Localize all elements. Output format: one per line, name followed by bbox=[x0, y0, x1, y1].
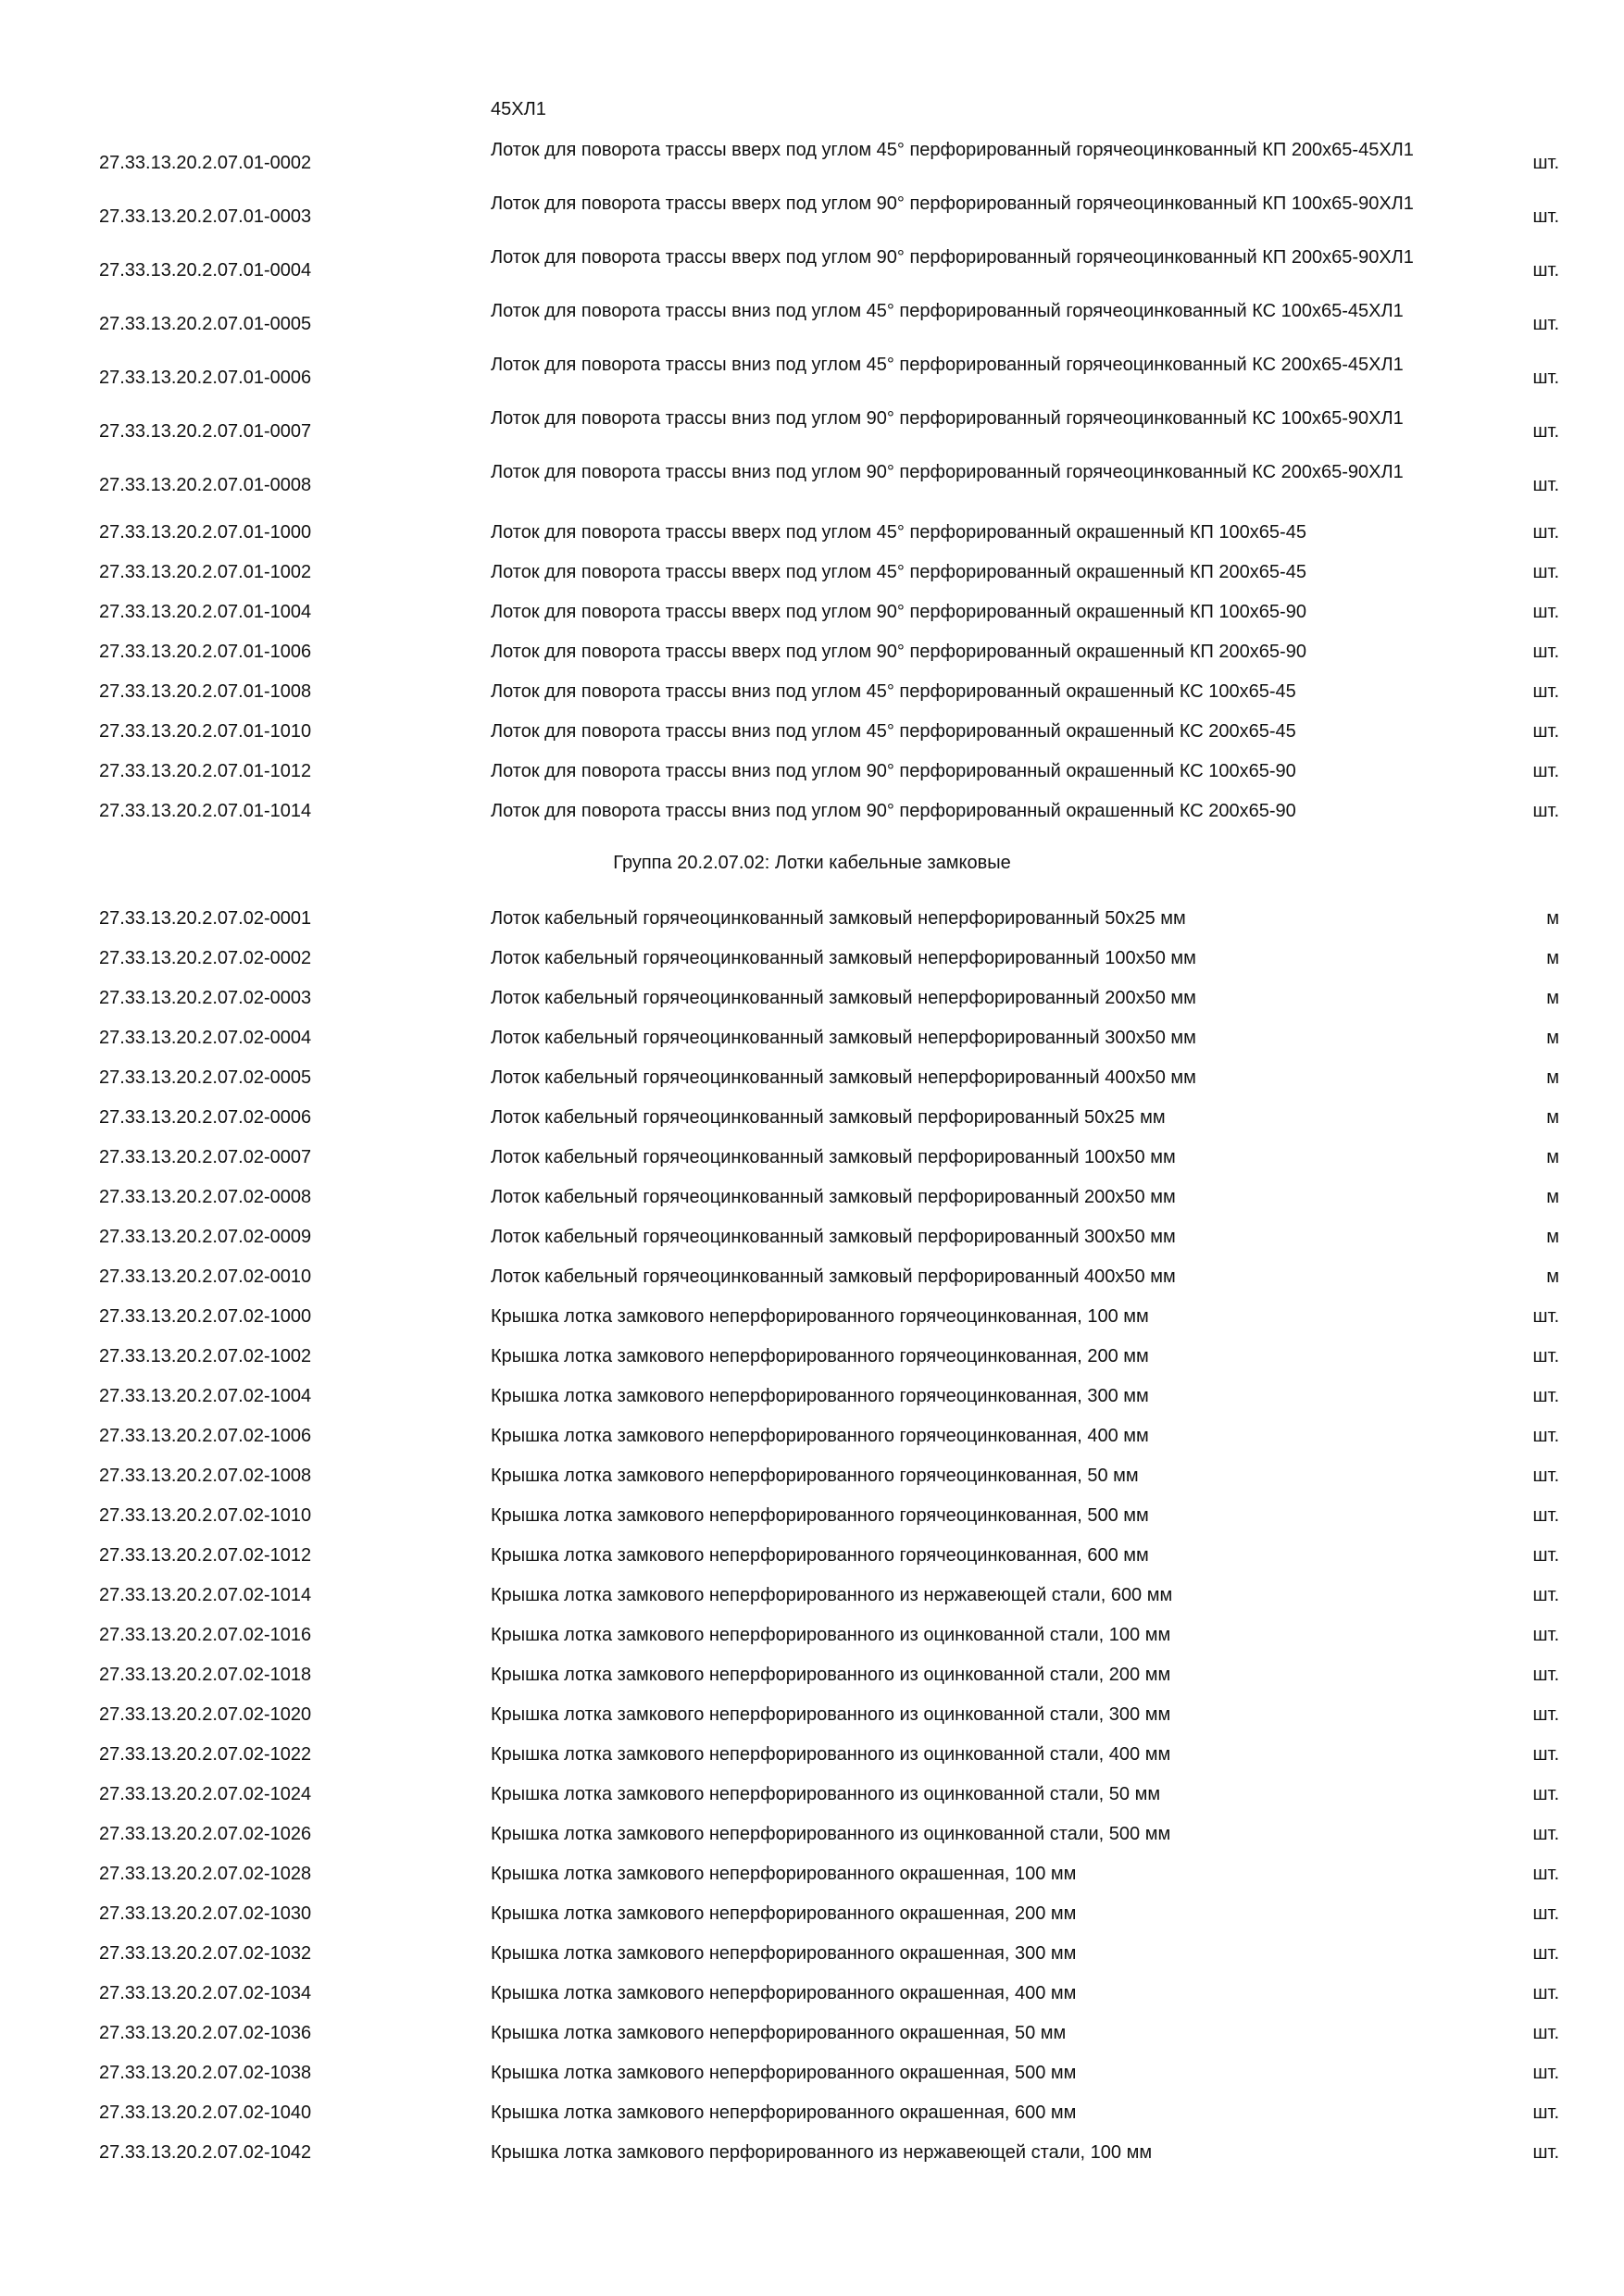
row-code: 27.33.13.20.2.07.02-1038 bbox=[99, 2063, 312, 2083]
row-unit: шт. bbox=[1532, 2063, 1559, 2083]
row-name: Лоток для поворота трассы вверх под углом 90° перфорированный окрашенный КП 100х65-90 bbox=[491, 602, 1306, 622]
row-unit: м bbox=[1546, 948, 1559, 968]
row-code: 27.33.13.20.2.07.01-0007 bbox=[99, 421, 312, 442]
row-name: Крышка лотка замкового неперфорированного окрашенная, 600 мм bbox=[491, 2103, 1077, 2123]
row-unit: шт. bbox=[1532, 1864, 1559, 1884]
row-name: Крышка лотка замкового неперфорированного горячеоцинкованная, 100 мм bbox=[491, 1306, 1149, 1327]
row-unit: шт. bbox=[1532, 642, 1559, 662]
row-name: Лоток кабельный горячеоцинкованный замковый перфорированный 300х50 мм bbox=[491, 1227, 1176, 1247]
row-name: Лоток кабельный горячеоцинкованный замковый неперфорированный 300х50 мм bbox=[491, 1028, 1196, 1048]
row-code: 27.33.13.20.2.07.01-1010 bbox=[99, 721, 312, 742]
row-code: 27.33.13.20.2.07.02-0009 bbox=[99, 1227, 312, 1247]
row-name: Лоток кабельный горячеоцинкованный замковый неперфорированный 50х25 мм bbox=[491, 908, 1186, 929]
row-unit: шт. bbox=[1532, 522, 1559, 543]
row-code: 27.33.13.20.2.07.02-1006 bbox=[99, 1426, 312, 1446]
row-code: 27.33.13.20.2.07.02-1024 bbox=[99, 1784, 312, 1804]
row-code: 27.33.13.20.2.07.01-1012 bbox=[99, 761, 312, 781]
row-code: 27.33.13.20.2.07.02-1032 bbox=[99, 1943, 312, 1964]
row-unit: шт. bbox=[1532, 314, 1559, 334]
row-name: Крышка лотка замкового неперфорированного из оцинкованной стали, 200 мм bbox=[491, 1665, 1171, 1685]
row-code: 27.33.13.20.2.07.02-1020 bbox=[99, 1704, 312, 1725]
row-code: 27.33.13.20.2.07.01-1008 bbox=[99, 681, 312, 702]
row-name: Лоток для поворота трассы вниз под углом 90° перфорированный окрашенный КС 100х65-90 bbox=[491, 761, 1296, 781]
row-unit: шт. bbox=[1532, 1943, 1559, 1964]
row-name: Лоток кабельный горячеоцинкованный замковый неперфорированный 100х50 мм bbox=[491, 948, 1196, 968]
row-code: 27.33.13.20.2.07.02-1012 bbox=[99, 1545, 312, 1566]
row-name: Лоток для поворота трассы вверх под углом 45° перфорированный окрашенный КП 200х65-45 bbox=[491, 562, 1306, 582]
row-unit: м bbox=[1546, 1028, 1559, 1048]
row-name: Крышка лотка замкового неперфорированного окрашенная, 400 мм bbox=[491, 1983, 1077, 2003]
row-unit: шт. bbox=[1532, 2023, 1559, 2043]
row-name: Крышка лотка замкового неперфорированного горячеоцинкованная, 300 мм bbox=[491, 1386, 1149, 1406]
row-unit: шт. bbox=[1532, 1585, 1559, 1605]
row-name: Лоток для поворота трассы вниз под углом 90° перфорированный горячеоцинкованный КС 100х65-90ХЛ1 bbox=[491, 408, 1404, 429]
row-code: 27.33.13.20.2.07.02-1042 bbox=[99, 2142, 312, 2163]
row-unit: шт. bbox=[1532, 1386, 1559, 1406]
row-name: Лоток для поворота трассы вверх под углом 90° перфорированный горячеоцинкованный КП 200х65-90ХЛ1 bbox=[491, 247, 1414, 268]
row-unit: шт. bbox=[1532, 721, 1559, 742]
table-row bbox=[0, 406, 1624, 459]
row-code: 27.33.13.20.2.07.02-1016 bbox=[99, 1625, 312, 1645]
row-unit: шт. bbox=[1532, 260, 1559, 281]
row-unit: м bbox=[1546, 1227, 1559, 1247]
row-unit: шт. bbox=[1532, 475, 1559, 495]
row-unit: шт. bbox=[1532, 206, 1559, 227]
row-code: 27.33.13.20.2.07.02-1022 bbox=[99, 1744, 312, 1765]
row-code: 27.33.13.20.2.07.02-1040 bbox=[99, 2103, 312, 2123]
row-name: Крышка лотка замкового неперфорированного горячеоцинкованная, 600 мм bbox=[491, 1545, 1149, 1566]
row-unit: м bbox=[1546, 988, 1559, 1008]
row-code: 27.33.13.20.2.07.02-0007 bbox=[99, 1147, 312, 1167]
row-name: Крышка лотка замкового неперфорированного окрашенная, 300 мм bbox=[491, 1943, 1077, 1964]
row-code: 27.33.13.20.2.07.02-1002 bbox=[99, 1346, 312, 1366]
row-unit: шт. bbox=[1532, 1466, 1559, 1486]
row-unit: шт. bbox=[1532, 1704, 1559, 1725]
row-code: 27.33.13.20.2.07.02-1004 bbox=[99, 1386, 312, 1406]
row-unit: шт. bbox=[1532, 1784, 1559, 1804]
row-name: Крышка лотка замкового неперфорированного из оцинкованной стали, 100 мм bbox=[491, 1625, 1171, 1645]
row-unit: шт. bbox=[1532, 2142, 1559, 2163]
row-name: Лоток для поворота трассы вверх под углом 45° перфорированный горячеоцинкованный КП 200х65-45ХЛ1 bbox=[491, 140, 1414, 160]
row-name: Крышка лотка замкового неперфорированного горячеоцинкованная, 50 мм bbox=[491, 1466, 1139, 1486]
row-unit: шт. bbox=[1532, 681, 1559, 702]
row-code: 27.33.13.20.2.07.02-1026 bbox=[99, 1824, 312, 1844]
row-code: 27.33.13.20.2.07.02-0004 bbox=[99, 1028, 312, 1048]
row-code: 27.33.13.20.2.07.01-0005 bbox=[99, 314, 312, 334]
row-name: Крышка лотка замкового неперфорированного из оцинкованной стали, 500 мм bbox=[491, 1824, 1171, 1844]
row-name: Лоток для поворота трассы вниз под углом 90° перфорированный окрашенный КС 200х65-90 bbox=[491, 801, 1296, 821]
row-code: 27.33.13.20.2.07.01-1014 bbox=[99, 801, 312, 821]
row-unit: м bbox=[1546, 1267, 1559, 1287]
row-name: Крышка лотка замкового неперфорированного горячеоцинкованная, 400 мм bbox=[491, 1426, 1149, 1446]
row-unit: м bbox=[1546, 1187, 1559, 1207]
row-code: 27.33.13.20.2.07.02-1034 bbox=[99, 1983, 312, 2003]
row-name: Крышка лотка замкового неперфорированного горячеоцинкованная, 200 мм bbox=[491, 1346, 1149, 1366]
row-unit: шт. bbox=[1532, 1983, 1559, 2003]
row-name: Лоток кабельный горячеоцинкованный замковый неперфорированный 200х50 мм bbox=[491, 988, 1196, 1008]
row-name: Крышка лотка замкового перфорированного из нержавеющей стали, 100 мм bbox=[491, 2142, 1153, 2163]
row-unit: шт. bbox=[1532, 153, 1559, 173]
table-row bbox=[0, 298, 1624, 352]
row-code: 27.33.13.20.2.07.02-1036 bbox=[99, 2023, 312, 2043]
row-unit: м bbox=[1546, 1107, 1559, 1128]
row-unit: м bbox=[1546, 1067, 1559, 1088]
row-unit: шт. bbox=[1532, 368, 1559, 388]
row-code: 27.33.13.20.2.07.01-1006 bbox=[99, 642, 312, 662]
row-code: 27.33.13.20.2.07.01-1002 bbox=[99, 562, 312, 582]
row-code: 27.33.13.20.2.07.01-0004 bbox=[99, 260, 312, 281]
row-name: Лоток кабельный горячеоцинкованный замковый перфорированный 200х50 мм bbox=[491, 1187, 1176, 1207]
row-code: 27.33.13.20.2.07.02-1000 bbox=[99, 1306, 312, 1327]
row-unit: шт. bbox=[1532, 562, 1559, 582]
row-name: Крышка лотка замкового неперфорированного из нержавеющей стали, 600 мм bbox=[491, 1585, 1173, 1605]
row-unit: шт. bbox=[1532, 1744, 1559, 1765]
row-unit: шт. bbox=[1532, 1824, 1559, 1844]
continued-name-text: 45ХЛ1 bbox=[491, 99, 546, 119]
row-code: 27.33.13.20.2.07.02-0003 bbox=[99, 988, 312, 1008]
row-code: 27.33.13.20.2.07.02-0001 bbox=[99, 908, 312, 929]
row-name: Лоток для поворота трассы вниз под углом 90° перфорированный горячеоцинкованный КС 200х65-90ХЛ1 bbox=[491, 462, 1404, 482]
row-code: 27.33.13.20.2.07.02-0006 bbox=[99, 1107, 312, 1128]
row-code: 27.33.13.20.2.07.01-1000 bbox=[99, 522, 312, 543]
row-name: Крышка лотка замкового неперфорированного из оцинкованной стали, 50 мм bbox=[491, 1784, 1161, 1804]
row-name: Крышка лотка замкового неперфорированного окрашенная, 100 мм bbox=[491, 1864, 1077, 1884]
row-unit: м bbox=[1546, 908, 1559, 929]
row-name: Крышка лотка замкового неперфорированного из оцинкованной стали, 400 мм bbox=[491, 1744, 1171, 1765]
row-unit: шт. bbox=[1532, 1426, 1559, 1446]
row-unit: шт. bbox=[1532, 1346, 1559, 1366]
row-code: 27.33.13.20.2.07.02-1018 bbox=[99, 1665, 312, 1685]
row-unit: шт. bbox=[1532, 2103, 1559, 2123]
row-name: Крышка лотка замкового неперфорированного из оцинкованной стали, 300 мм bbox=[491, 1704, 1171, 1725]
row-name: Лоток кабельный горячеоцинкованный замковый неперфорированный 400х50 мм bbox=[491, 1067, 1196, 1088]
row-unit: шт. bbox=[1532, 1545, 1559, 1566]
row-code: 27.33.13.20.2.07.01-0003 bbox=[99, 206, 312, 227]
row-unit: шт. bbox=[1532, 1306, 1559, 1327]
row-unit: шт. bbox=[1532, 1505, 1559, 1526]
row-code: 27.33.13.20.2.07.01-0002 bbox=[99, 153, 312, 173]
row-name: Крышка лотка замкового неперфорированного окрашенная, 200 мм bbox=[491, 1903, 1077, 1924]
row-code: 27.33.13.20.2.07.02-0002 bbox=[99, 948, 312, 968]
row-unit: шт. bbox=[1532, 602, 1559, 622]
table-row bbox=[0, 244, 1624, 298]
row-code: 27.33.13.20.2.07.02-1028 bbox=[99, 1864, 312, 1884]
row-unit: шт. bbox=[1532, 1625, 1559, 1645]
row-unit: шт. bbox=[1532, 1665, 1559, 1685]
table-row bbox=[0, 352, 1624, 406]
row-unit: шт. bbox=[1532, 1903, 1559, 1924]
row-code: 27.33.13.20.2.07.01-1004 bbox=[99, 602, 312, 622]
row-name: Лоток для поворота трассы вниз под углом 45° перфорированный окрашенный КС 100х65-45 bbox=[491, 681, 1296, 702]
row-unit: м bbox=[1546, 1147, 1559, 1167]
row-code: 27.33.13.20.2.07.02-1010 bbox=[99, 1505, 312, 1526]
row-name: Лоток для поворота трассы вниз под углом 45° перфорированный окрашенный КС 200х65-45 bbox=[491, 721, 1296, 742]
row-code: 27.33.13.20.2.07.02-1008 bbox=[99, 1466, 312, 1486]
row-unit: шт. bbox=[1532, 421, 1559, 442]
row-name: Лоток для поворота трассы вверх под углом 90° перфорированный окрашенный КП 200х65-90 bbox=[491, 642, 1306, 662]
row-code: 27.33.13.20.2.07.01-0006 bbox=[99, 368, 312, 388]
table-row bbox=[0, 137, 1624, 191]
row-code: 27.33.13.20.2.07.02-0005 bbox=[99, 1067, 312, 1088]
row-name: Лоток для поворота трассы вниз под углом 45° перфорированный горячеоцинкованный КС 200х65-45ХЛ1 bbox=[491, 355, 1404, 375]
row-name: Крышка лотка замкового неперфорированного окрашенная, 500 мм bbox=[491, 2063, 1077, 2083]
row-name: Крышка лотка замкового неперфорированного горячеоцинкованная, 500 мм bbox=[491, 1505, 1149, 1526]
row-unit: шт. bbox=[1532, 801, 1559, 821]
row-code: 27.33.13.20.2.07.02-1014 bbox=[99, 1585, 312, 1605]
row-code: 27.33.13.20.2.07.01-0008 bbox=[99, 475, 312, 495]
row-name: Лоток кабельный горячеоцинкованный замковый перфорированный 100х50 мм bbox=[491, 1147, 1176, 1167]
table-row bbox=[0, 191, 1624, 244]
row-name: Лоток кабельный горячеоцинкованный замковый перфорированный 400х50 мм bbox=[491, 1267, 1176, 1287]
row-name: Крышка лотка замкового неперфорированного окрашенная, 50 мм bbox=[491, 2023, 1067, 2043]
table-row bbox=[0, 459, 1624, 513]
row-code: 27.33.13.20.2.07.02-1030 bbox=[99, 1903, 312, 1924]
row-name: Лоток для поворота трассы вверх под углом 90° перфорированный горячеоцинкованный КП 100х65-90ХЛ1 bbox=[491, 193, 1414, 214]
row-name: Лоток для поворота трассы вверх под углом 45° перфорированный окрашенный КП 100х65-45 bbox=[491, 522, 1306, 543]
row-code: 27.33.13.20.2.07.02-0008 bbox=[99, 1187, 312, 1207]
group-heading: Группа 20.2.07.02: Лотки кабельные замковые bbox=[613, 853, 1011, 873]
row-name: Лоток кабельный горячеоцинкованный замковый перфорированный 50х25 мм bbox=[491, 1107, 1166, 1128]
row-name: Лоток для поворота трассы вниз под углом 45° перфорированный горячеоцинкованный КС 100х65-45ХЛ1 bbox=[491, 301, 1404, 321]
row-unit: шт. bbox=[1532, 761, 1559, 781]
row-code: 27.33.13.20.2.07.02-0010 bbox=[99, 1267, 312, 1287]
